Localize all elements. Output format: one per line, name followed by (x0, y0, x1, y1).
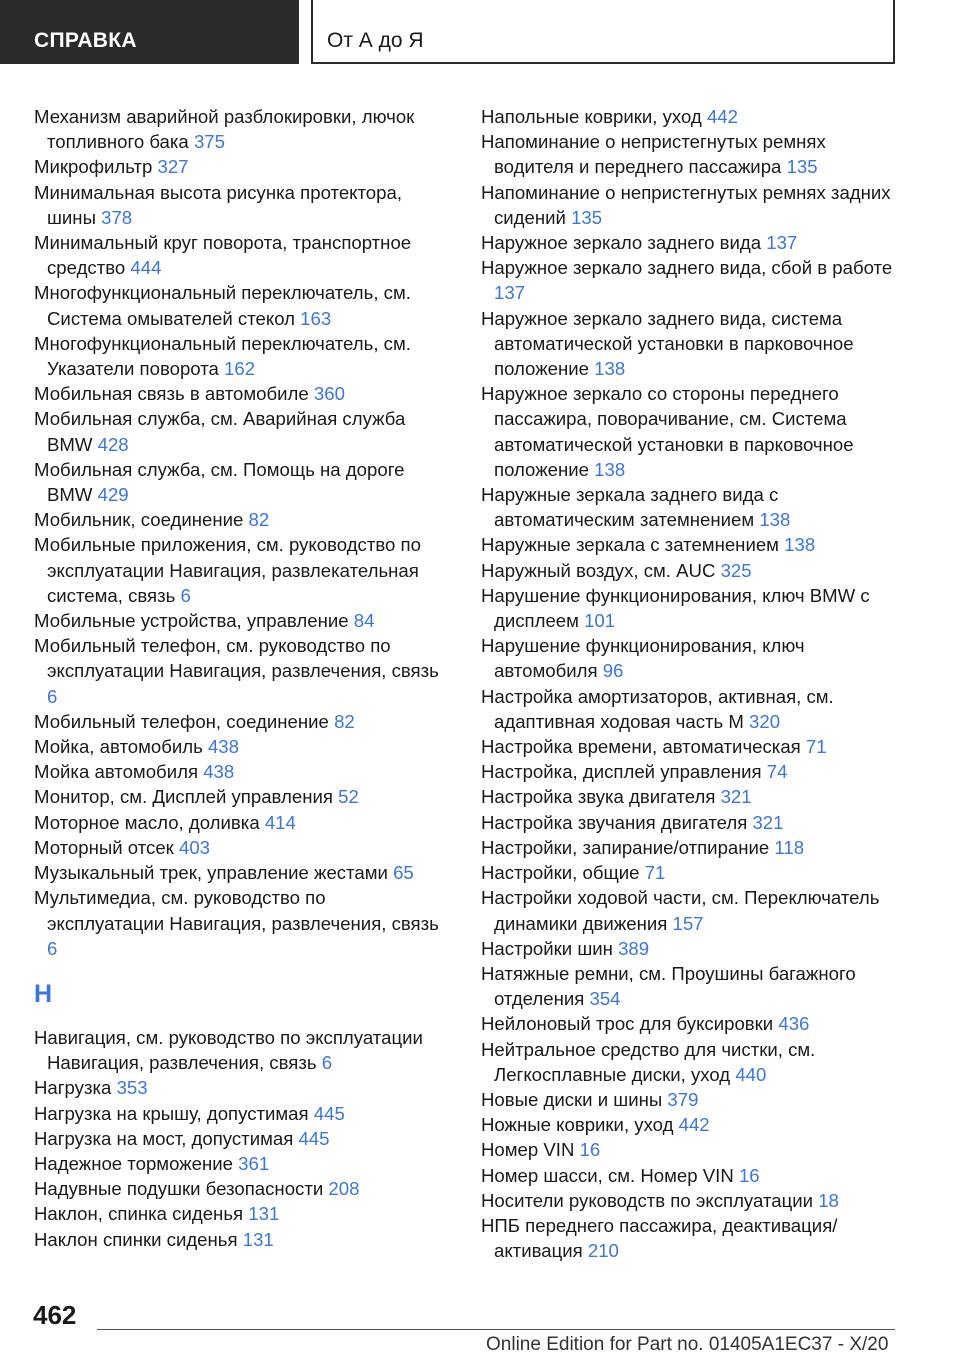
index-entry (481, 734, 901, 759)
page-reference-link[interactable]: 118 (774, 836, 805, 858)
page-reference-link[interactable]: 101 (584, 610, 616, 632)
index-entry (481, 482, 901, 532)
index-term: Наружный воздух, см. AUC (481, 559, 716, 581)
page-reference-link[interactable]: 321 (752, 811, 784, 833)
index-term: Наружное зеркало заднего вида, сбой в работе (481, 257, 893, 279)
index-entry (481, 784, 901, 809)
index-list-n-left (34, 1025, 446, 1252)
page-reference-link[interactable]: 325 (720, 559, 752, 581)
index-term: Нагрузка на крышу, допустимая (34, 1102, 309, 1124)
index-entry (481, 1163, 901, 1188)
index-entry (34, 633, 446, 709)
index-entry (34, 1151, 446, 1176)
page-reference-link[interactable]: 137 (494, 282, 526, 304)
index-term: Настройка звучания двигателя (481, 811, 748, 833)
page-reference-link[interactable]: 71 (644, 862, 666, 884)
index-entry (481, 129, 901, 179)
section-letter-heading: Н (34, 979, 53, 1008)
page-reference-link[interactable]: 438 (203, 761, 235, 783)
index-entry (34, 1227, 446, 1252)
page-reference-link[interactable]: 361 (238, 1152, 270, 1174)
index-term: Напоминание о непристегнутых ремнях задних сидений (481, 181, 891, 228)
page-reference-link[interactable]: 6 (321, 1052, 333, 1074)
index-list-m (34, 104, 446, 961)
index-term: Номер VIN (481, 1139, 575, 1161)
page-reference-link[interactable]: 138 (784, 534, 816, 556)
index-entry (34, 1176, 446, 1201)
page-reference-link[interactable]: 6 (47, 937, 58, 959)
index-term: Новые диски и шины (481, 1088, 663, 1110)
page-reference-link[interactable]: 157 (672, 912, 704, 934)
index-term: Моторный отсек (34, 836, 174, 858)
page-reference-link[interactable]: 436 (778, 1013, 810, 1035)
index-term: Нагрузка (34, 1077, 112, 1099)
index-entry (481, 936, 901, 961)
index-entry (34, 230, 446, 280)
page-reference-link[interactable]: 52 (338, 786, 359, 808)
page-reference-link[interactable]: 82 (248, 509, 270, 531)
index-entry (34, 154, 446, 179)
index-entry (481, 558, 901, 583)
index-term: Минимальная высота рисунка протектора, шины (34, 181, 402, 228)
index-term: Мобильный телефон, соединение (34, 710, 329, 732)
page-reference-link[interactable]: 389 (618, 937, 650, 959)
page-reference-link[interactable]: 84 (353, 610, 375, 632)
index-term: Ножные коврики, уход (481, 1114, 674, 1136)
page-reference-link[interactable]: 138 (759, 509, 791, 531)
index-term: Многофункциональный переключатель, см. Указатели поворота (34, 332, 411, 380)
index-entry (481, 961, 901, 1011)
page-reference-link[interactable]: 16 (579, 1139, 601, 1161)
index-entry (34, 1025, 446, 1075)
page-reference-link[interactable]: 138 (594, 458, 626, 480)
page-reference-link[interactable]: 6 (180, 584, 191, 606)
page-number: 462 (33, 1300, 77, 1330)
index-term: Напольные коврики, уход (481, 106, 702, 127)
index-entry (481, 810, 901, 835)
page-reference-link[interactable]: 379 (667, 1088, 699, 1110)
index-term: Нарушение функционирования, ключ автомобиля (481, 635, 805, 682)
index-entry (481, 1112, 901, 1137)
index-entry (481, 230, 901, 255)
page-reference-link[interactable]: 321 (720, 786, 752, 808)
index-term: Настройка времени, автоматическая (481, 736, 801, 758)
page-reference-link[interactable]: 442 (678, 1114, 710, 1136)
page-reference-link[interactable]: 71 (805, 736, 827, 758)
index-term: Микрофильтр (34, 156, 153, 178)
page-reference-link[interactable]: 444 (130, 257, 162, 279)
index-entry (481, 1213, 901, 1263)
index-term: Музыкальный трек, управление жестами (34, 862, 388, 884)
page-reference-link[interactable]: 354 (589, 988, 621, 1010)
index-entry (481, 1087, 901, 1112)
page-reference-link[interactable]: 428 (97, 433, 129, 455)
page-reference-link[interactable]: 18 (818, 1189, 839, 1211)
page-reference-link[interactable]: 163 (300, 307, 332, 329)
page-reference-link[interactable]: 353 (116, 1077, 148, 1099)
index-term: Настройка амортизаторов, активная, см. адаптивная ходовая часть M (481, 685, 834, 732)
index-entry (481, 583, 901, 633)
index-entry (34, 406, 446, 456)
index-term: Наклон, спинка сиденья (34, 1203, 244, 1225)
section-tab: СПРАВКА (0, 0, 299, 64)
index-column-left (34, 104, 446, 1252)
index-entry (34, 381, 446, 406)
page-reference-link[interactable]: 135 (571, 206, 603, 228)
index-entry (481, 835, 901, 860)
index-term: Нейтральное средство для чистки, см. Легкосплавные диски, уход (481, 1038, 816, 1085)
index-entry (34, 885, 446, 961)
index-term: Настройки, общие (481, 862, 640, 884)
page-reference-link[interactable]: 138 (594, 358, 626, 380)
page-reference-link[interactable]: 131 (242, 1228, 274, 1250)
index-entry (481, 1037, 901, 1087)
index-term: Мобильная связь в автомобиле (34, 383, 309, 405)
page-reference-link[interactable]: 210 (587, 1240, 619, 1262)
index-term: Монитор, см. Дисплей управления (34, 786, 333, 808)
page-reference-link[interactable]: 440 (735, 1063, 767, 1085)
index-entry (34, 1101, 446, 1126)
index-entry (481, 1011, 901, 1036)
index-term: Настройки шин (481, 937, 613, 959)
page-reference-link[interactable]: 414 (264, 811, 296, 833)
page-reference-link[interactable]: 137 (766, 232, 798, 254)
index-entry (34, 810, 446, 835)
index-term: Напоминание о непристегнутых ремнях водителя и переднего пассажира (481, 131, 826, 178)
page-reference-link[interactable]: 96 (602, 660, 624, 682)
index-entry (34, 835, 446, 860)
page-reference-link[interactable]: 378 (101, 206, 133, 228)
index-term: Мойка, автомобиль (34, 736, 203, 758)
page-reference-link[interactable]: 429 (97, 484, 129, 506)
index-term: Номер шасси, см. Номер VIN (481, 1164, 734, 1186)
index-entry (481, 306, 901, 382)
index-entry (34, 507, 446, 532)
index-entry (34, 709, 446, 734)
index-entry (481, 885, 901, 935)
index-entry (481, 104, 901, 129)
index-term: Нагрузка на мост, допустимая (34, 1127, 294, 1149)
index-entry (481, 1137, 901, 1162)
index-entry (481, 255, 901, 305)
index-entry (34, 734, 446, 759)
index-term: Наклон спинки сиденья (34, 1228, 238, 1250)
index-term: Наружное зеркало со стороны переднего пассажира, поворачивание, см. Система автоматической установки в парковочное положение (481, 383, 854, 480)
index-term: Надежное торможение (34, 1152, 233, 1174)
page-reference-link[interactable]: 16 (738, 1164, 760, 1186)
index-entry (34, 1201, 446, 1226)
index-term: Мобильные устройства, управление (34, 610, 349, 632)
page-reference-link[interactable]: 131 (248, 1203, 280, 1225)
index-entry (481, 684, 901, 734)
page-reference-link[interactable]: 445 (298, 1127, 330, 1149)
index-entry (481, 1188, 901, 1213)
index-term: Наружное зеркало заднего вида, система автоматической установки в парковочное положение (481, 307, 854, 380)
index-term: Настройка звука двигателя (481, 786, 716, 808)
index-entry (481, 633, 901, 683)
index-term: Наружные зеркала с затемнением (481, 534, 779, 556)
index-term: Нейлоновый трос для буксировки (481, 1013, 774, 1035)
page-reference-link[interactable]: 327 (157, 156, 189, 178)
page-reference-link[interactable]: 403 (179, 836, 211, 858)
index-term: Носители руководств по эксплуатации (481, 1189, 814, 1211)
page-reference-link[interactable]: 375 (193, 131, 225, 153)
index-term: Мойка автомобиля (34, 761, 199, 783)
index-term: Наружное зеркало заднего вида (481, 232, 762, 254)
index-list-n-right (481, 104, 901, 1263)
index-term: НПБ переднего пассажира, деактивация/активация (481, 1214, 838, 1262)
index-entry (481, 860, 901, 885)
index-entry (34, 1126, 446, 1151)
index-term: Натяжные ремни, см. Проушины багажного отделения (481, 962, 856, 1010)
index-entry (481, 381, 901, 482)
index-entry (481, 759, 901, 784)
footer-divider (97, 1329, 895, 1330)
index-term: Мультимедиа, см. руководство по эксплуатации Навигация, развлечения, связь (34, 887, 439, 934)
index-term: Нарушение функционирования, ключ BMW с дисплеем (481, 584, 870, 632)
index-entry (34, 331, 446, 381)
index-entry (34, 608, 446, 633)
index-term: Мобильная служба, см. Аварийная служба BMW (34, 408, 406, 455)
index-entry (34, 280, 446, 330)
index-term: Мобильная служба, см. Помощь на дороге BMW (34, 458, 405, 506)
footer-edition-text: Online Edition for Part no. 01405A1EC37 - X/20 (486, 1334, 889, 1355)
index-entry (34, 759, 446, 784)
index-term: Настройки ходовой части, см. Переключатель динамики движения (481, 887, 880, 934)
index-term: Мобильные приложения, см. руководство по эксплуатации Навигация, развлекательная система, связь (34, 534, 421, 606)
page-reference-link[interactable]: 442 (706, 106, 738, 127)
index-term: Мобильный телефон, см. руководство по эксплуатации Навигация, развлечения, связь (34, 635, 439, 682)
page-reference-link[interactable]: 74 (766, 761, 788, 783)
index-term: Механизм аварийной разблокировки, лючок топливного бака (34, 106, 415, 153)
page-reference-link[interactable]: 445 (313, 1102, 345, 1124)
index-entry (34, 104, 446, 154)
index-entry (34, 784, 446, 809)
index-term: Многофункциональный переключатель, см. Система омывателей стекол (34, 282, 411, 329)
page-reference-link[interactable]: 6 (47, 685, 58, 707)
page-reference-link[interactable]: 65 (393, 862, 414, 884)
page-reference-link[interactable]: 135 (786, 156, 818, 178)
page-reference-link[interactable]: 208 (328, 1178, 360, 1200)
page-reference-link[interactable]: 320 (749, 710, 781, 732)
index-term: Настройка, дисплей управления (481, 761, 762, 783)
index-entry (34, 180, 446, 230)
index-term: Мобильник, соединение (34, 509, 244, 531)
index-term: Настройки, запирание/отпирание (481, 836, 770, 858)
index-term: Моторное масло, доливка (34, 811, 260, 833)
index-term: Надувные подушки безопасности (34, 1178, 324, 1200)
index-entry (481, 180, 901, 230)
index-term: Навигация, см. руководство по эксплуатации Навигация, развлечения, связь (34, 1026, 423, 1074)
page-reference-link[interactable]: 360 (313, 383, 345, 405)
index-entry (34, 532, 446, 608)
index-column-right (481, 104, 901, 1263)
index-entry (481, 532, 901, 557)
index-entry (34, 1075, 446, 1100)
page-reference-link[interactable]: 162 (224, 358, 256, 380)
page-title: От А до Я (311, 0, 895, 64)
index-term: Минимальный круг поворота, транспортное средство (34, 232, 412, 279)
index-entry (34, 457, 446, 507)
page-reference-link[interactable]: 438 (207, 736, 239, 758)
page-reference-link[interactable]: 82 (334, 710, 355, 732)
index-term: Наружные зеркала заднего вида с автоматическим затемнением (481, 484, 779, 531)
index-entry (34, 860, 446, 885)
